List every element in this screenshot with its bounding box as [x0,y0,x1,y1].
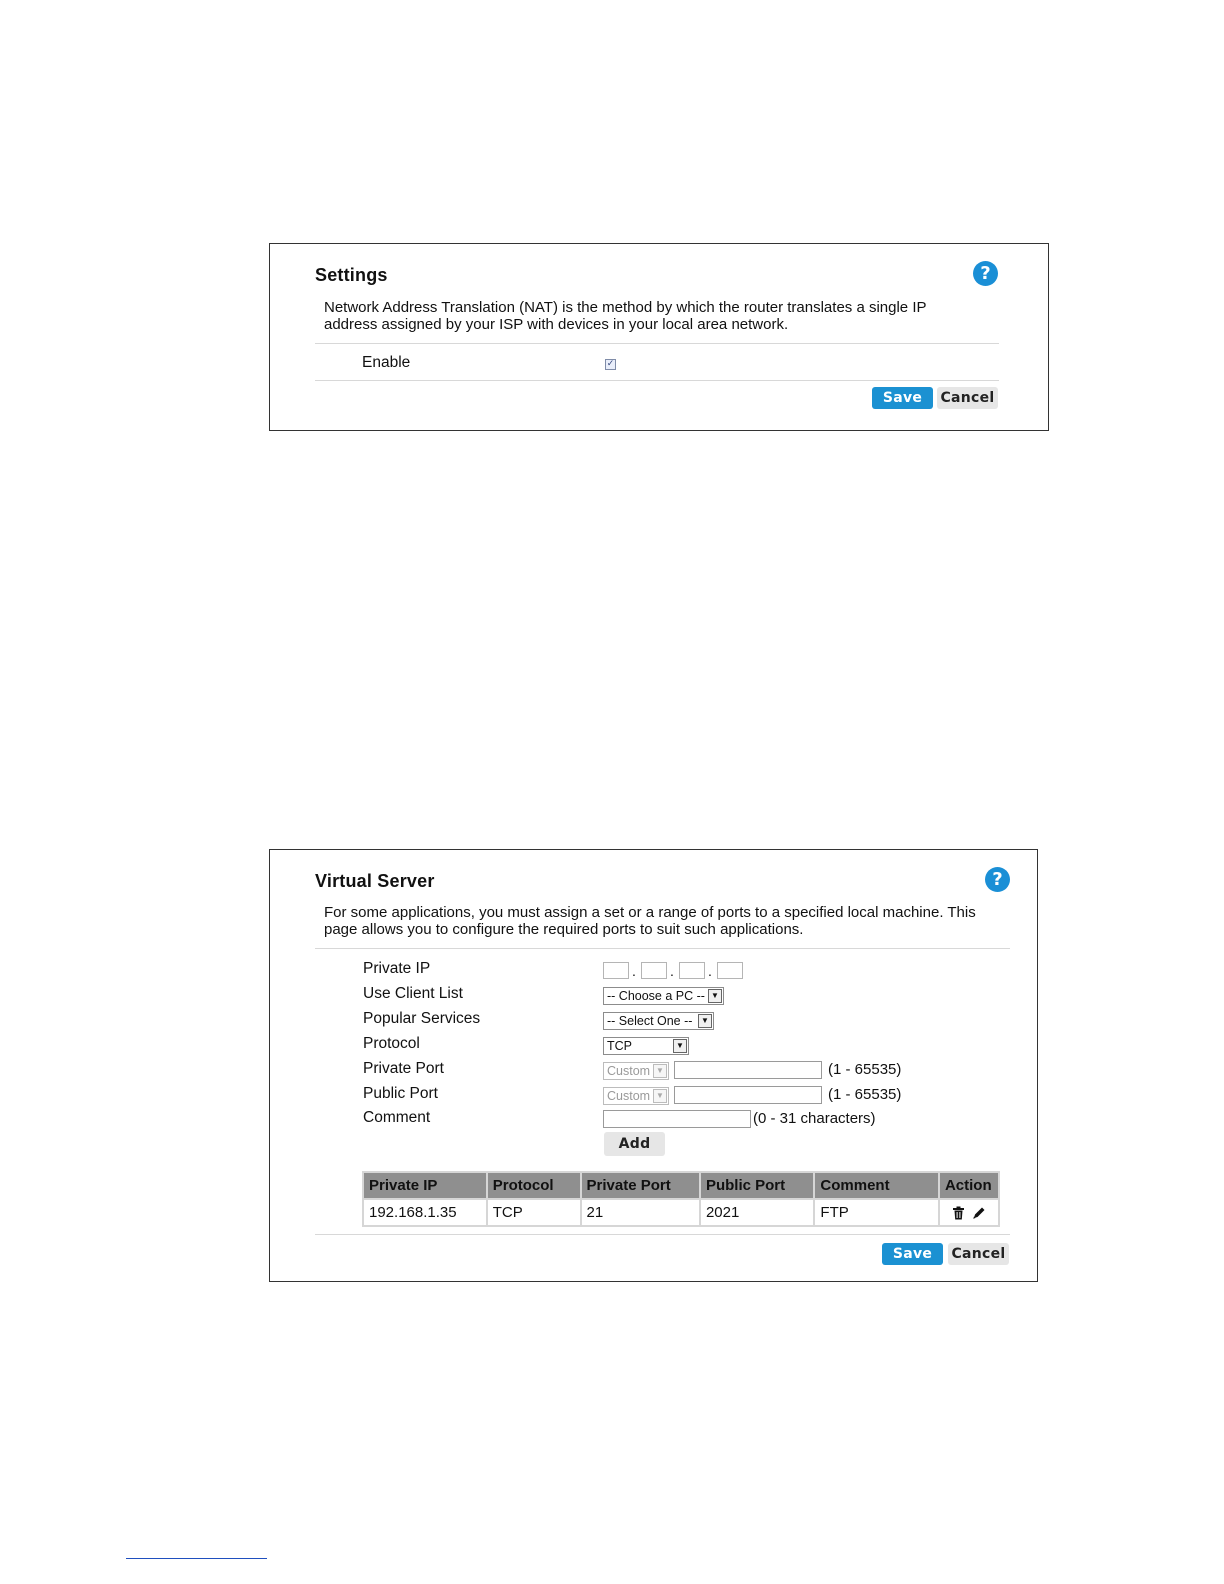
divider [315,380,999,381]
save-button[interactable]: Save [872,387,933,409]
ip-octet-3-input[interactable] [679,962,705,979]
cell-private-port: 21 [581,1199,700,1226]
column-header-comment: Comment [814,1172,939,1199]
cell-public-port: 2021 [700,1199,814,1226]
chevron-down-icon: ▼ [673,1039,687,1053]
public-port-mode-select[interactable] [603,1087,669,1105]
chevron-down-icon: ▼ [708,989,722,1003]
column-header-private-port: Private Port [581,1172,700,1199]
column-header-action: Action [939,1172,999,1199]
ip-separator: . [632,963,636,979]
column-header-protocol: Protocol [487,1172,581,1199]
virtual-server-description [324,904,976,938]
ip-octet-4-input[interactable] [717,962,743,979]
divider [315,948,1010,949]
settings-description-line1: Network Address Translation (NAT) is the method by which the router translates a single IP [324,299,927,316]
settings-title: Settings [315,265,388,285]
use-client-list-label: Use Client List [363,985,463,1002]
column-header-public-port: Public Port [700,1172,814,1199]
popular-services-label: Popular Services [363,1010,481,1027]
comment-length-hint: (0 - 31 characters) [753,1110,876,1127]
save-button[interactable]: Save [882,1243,943,1265]
pencil-icon[interactable] [972,1206,986,1220]
table-header-row [363,1172,999,1199]
chevron-down-icon: ▼ [653,1089,667,1103]
divider [315,343,999,344]
trash-icon[interactable] [952,1206,965,1220]
cell-protocol: TCP [487,1199,581,1226]
public-port-input[interactable] [674,1086,822,1104]
divider [315,1234,1010,1235]
question-mark-icon[interactable]: ? [985,867,1010,892]
cancel-button[interactable]: Cancel [937,387,998,409]
ip-separator: . [670,963,674,979]
private-port-mode-value: Custom [607,1064,651,1078]
ip-separator: . [708,963,712,979]
comment-label: Comment [363,1109,431,1126]
popular-services-select[interactable] [603,1012,714,1030]
enable-checkbox[interactable]: ✓ [606,359,615,369]
protocol-value: TCP [607,1039,632,1053]
private-port-label: Private Port [363,1060,444,1077]
private-port-range-hint: (1 - 65535) [828,1061,902,1078]
cell-private-ip: 192.168.1.35 [363,1199,487,1226]
protocol-label: Protocol [363,1035,420,1052]
chevron-down-icon: ▼ [653,1064,667,1078]
cancel-button[interactable]: Cancel [948,1243,1009,1265]
question-mark-icon[interactable]: ? [973,261,998,286]
ip-octet-2-input[interactable] [641,962,667,979]
cell-comment: FTP [814,1199,939,1226]
chevron-down-icon: ▼ [698,1014,712,1028]
cell-action [939,1199,999,1226]
private-port-input[interactable] [674,1061,822,1079]
virtual-server-table [362,1171,1000,1227]
column-header-private-ip: Private IP [363,1172,487,1199]
popular-services-value: -- Select One -- [607,1014,693,1028]
settings-description [324,299,927,333]
footnote-separator [126,1558,267,1559]
private-port-mode-select[interactable] [603,1062,669,1080]
private-ip-label: Private IP [363,960,431,977]
virtual-server-description-line2: page allows you to configure the required ports to suit such applications. [324,921,804,938]
virtual-server-panel [269,849,1038,1282]
enable-label: Enable [362,354,411,371]
add-button[interactable]: Add [604,1132,665,1156]
virtual-server-description-line1: For some applications, you must assign a set or a range of ports to a specified local machine. This [324,904,976,921]
comment-input[interactable] [603,1110,751,1128]
client-list-value: -- Choose a PC -- [607,989,705,1003]
settings-panel [269,243,1049,431]
public-port-range-hint: (1 - 65535) [828,1086,902,1103]
ip-octet-1-input[interactable] [603,962,629,979]
protocol-select[interactable] [603,1037,689,1055]
public-port-mode-value: Custom [607,1089,651,1103]
virtual-server-title: Virtual Server [315,871,435,891]
table-row [363,1199,999,1226]
settings-description-line2: address assigned by your ISP with devices in your local area network. [324,316,789,333]
client-list-select[interactable] [603,987,724,1005]
public-port-label: Public Port [363,1085,438,1102]
